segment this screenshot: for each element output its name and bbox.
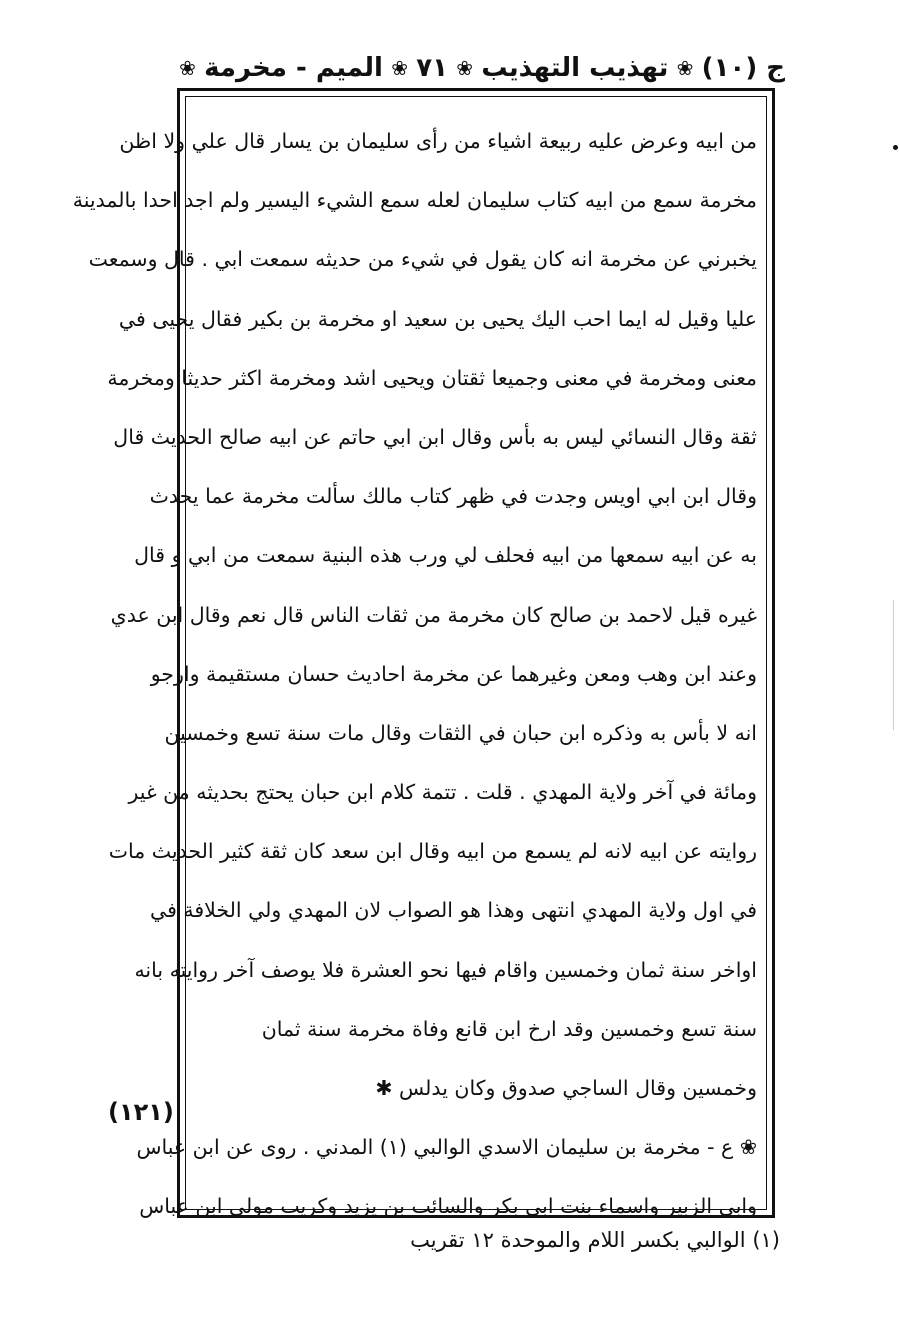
text-line: اواخر سنة ثمان وخمسين واقام فيها نحو العشرة فلا يوصف آخر روايته بانه	[134, 957, 757, 982]
text-line: ع - مخرمة بن سليمان الاسدي الوالبي (١) المدني . روى عن ابن عباس	[136, 1135, 734, 1160]
scan-edge-line	[893, 600, 894, 730]
text-line: روايته عن ابيه لانه لم يسمع من ابيه وقال ابن سعد كان ثقة كثير الحديث مات	[108, 839, 757, 864]
entry-line	[136, 1118, 757, 1177]
text-line: انه لا بأس به وذكره ابن حبان في الثقات وقال مات سنة تسع وخمسين	[164, 720, 757, 745]
text-line: غيره قيل لاحمد بن صالح كان مخرمة من ثقات الناس قال نعم وقال ابن عدي	[110, 602, 757, 627]
flower-ornament-icon: ❀	[676, 56, 694, 80]
text-line: وخمسين وقال الساجي صدوق وكان يدلس	[399, 1076, 757, 1100]
text-line: وابي الزبير واسماء بنت ابي بكر والسائب بن يزيد وكريب مولى ابن عباس	[139, 1194, 757, 1219]
text-line: عليا وقيل له ايما احب اليك يحيى بن سعيد او مخرمة بن بكير فقال يحيى في	[118, 306, 757, 331]
page-header	[175, 46, 785, 90]
end-mark-icon: ✱	[375, 1076, 393, 1100]
footnote: (١) الوالبي بكسر اللام والموحدة ١٢ تقريب	[410, 1228, 780, 1252]
text-line: سنة تسع وخمسين وقد ارخ ابن قانع وفاة مخرمة سنة ثمان	[261, 1016, 757, 1041]
text-line-with-end-mark	[195, 1059, 757, 1118]
margin-dot	[893, 145, 898, 150]
header-page-number: ٧١	[416, 53, 449, 83]
header-book-title: تهذيب التهذيب	[481, 53, 669, 83]
text-line: ومائة في آخر ولاية المهدي . قلت . تتمة كلام ابن حبان يحتج بحديثه من غير	[128, 780, 757, 805]
text-line: وقال ابن ابي اويس وجدت في ظهر كتاب مالك سألت مخرمة عما يحدث	[149, 484, 757, 509]
text-line: يخبرني عن مخرمة انه كان يقول في شيء من حديثه سمعت ابي . قال وسمعت	[88, 247, 757, 272]
margin-entry-number: (١٢١)	[108, 1098, 174, 1126]
text-line: في اول ولاية المهدي انتهى وهذا هو الصواب لان المهدي ولي الخلافة في	[149, 898, 757, 923]
text-line: مخرمة سمع من ابيه كتاب سليمان لعله سمع الشيء اليسير ولم اجد احدا بالمدينة	[72, 188, 757, 213]
text-line: من ابيه وعرض عليه ربيعة اشياء من رأى سليمان بن يسار قال علي ولا اظن	[119, 129, 757, 153]
flower-ornament-icon: ❀	[391, 56, 409, 80]
flower-ornament-icon: ❀	[739, 1135, 757, 1160]
text-line: به عن ابيه سمعها من ابيه فحلف لي ورب هذه البنية سمعت من ابي و قال	[134, 543, 757, 568]
text-line: ثقة وقال النسائي ليس به بأس وقال ابن ابي حاتم عن ابيه صالح الحديث قال	[113, 424, 757, 449]
text-line: وعند ابن وهب ومعن وغيرهما عن مخرمة احاديث حسان مستقيمة وارجو	[150, 661, 757, 686]
flower-ornament-icon: ❀	[179, 56, 196, 80]
header-volume: ج (١٠)	[701, 53, 785, 83]
flower-ornament-icon: ❀	[456, 56, 474, 80]
header-section: الميم - مخرمة	[204, 53, 383, 83]
text-line: معنى ومخرمة في معنى وجميعا ثقتان ويحيى اشد ومخرمة اكثر حديثا ومخرمة	[107, 365, 757, 390]
